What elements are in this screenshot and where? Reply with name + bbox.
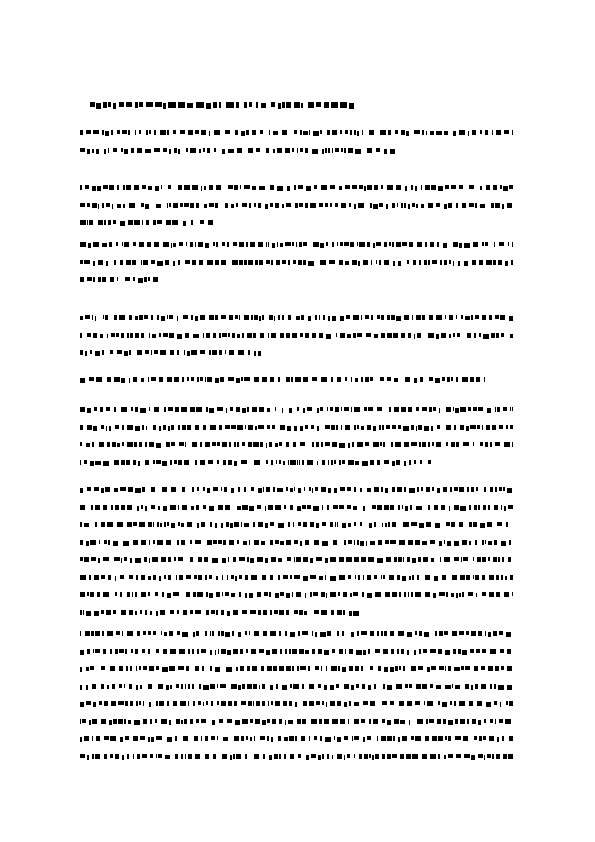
text-line <box>80 260 513 266</box>
text-line <box>80 130 513 136</box>
text-line <box>80 315 513 321</box>
heading-line <box>90 102 354 109</box>
text-line <box>80 592 513 598</box>
text-line <box>80 148 395 154</box>
text-line <box>80 631 511 637</box>
text-line <box>80 736 513 742</box>
text-line <box>80 377 485 383</box>
text-line <box>80 540 511 546</box>
text-line <box>80 575 513 581</box>
text-line <box>80 522 508 528</box>
text-line <box>80 649 511 655</box>
text-line <box>80 505 513 511</box>
text-line <box>80 666 512 672</box>
text-line <box>80 442 513 448</box>
text-line <box>80 333 513 339</box>
text-line <box>80 242 513 248</box>
text-line <box>80 684 512 690</box>
text-line <box>80 185 513 191</box>
text-line <box>80 610 359 616</box>
text-line <box>80 407 513 413</box>
text-line <box>80 277 158 283</box>
text-line <box>80 460 431 466</box>
text-line <box>80 220 213 226</box>
text-line <box>80 557 511 563</box>
text-line <box>80 701 513 707</box>
text-line <box>80 425 513 431</box>
text-line <box>80 350 261 356</box>
text-line <box>80 487 512 493</box>
text-line <box>80 719 511 725</box>
text-line <box>80 203 512 209</box>
text-line <box>80 754 513 760</box>
